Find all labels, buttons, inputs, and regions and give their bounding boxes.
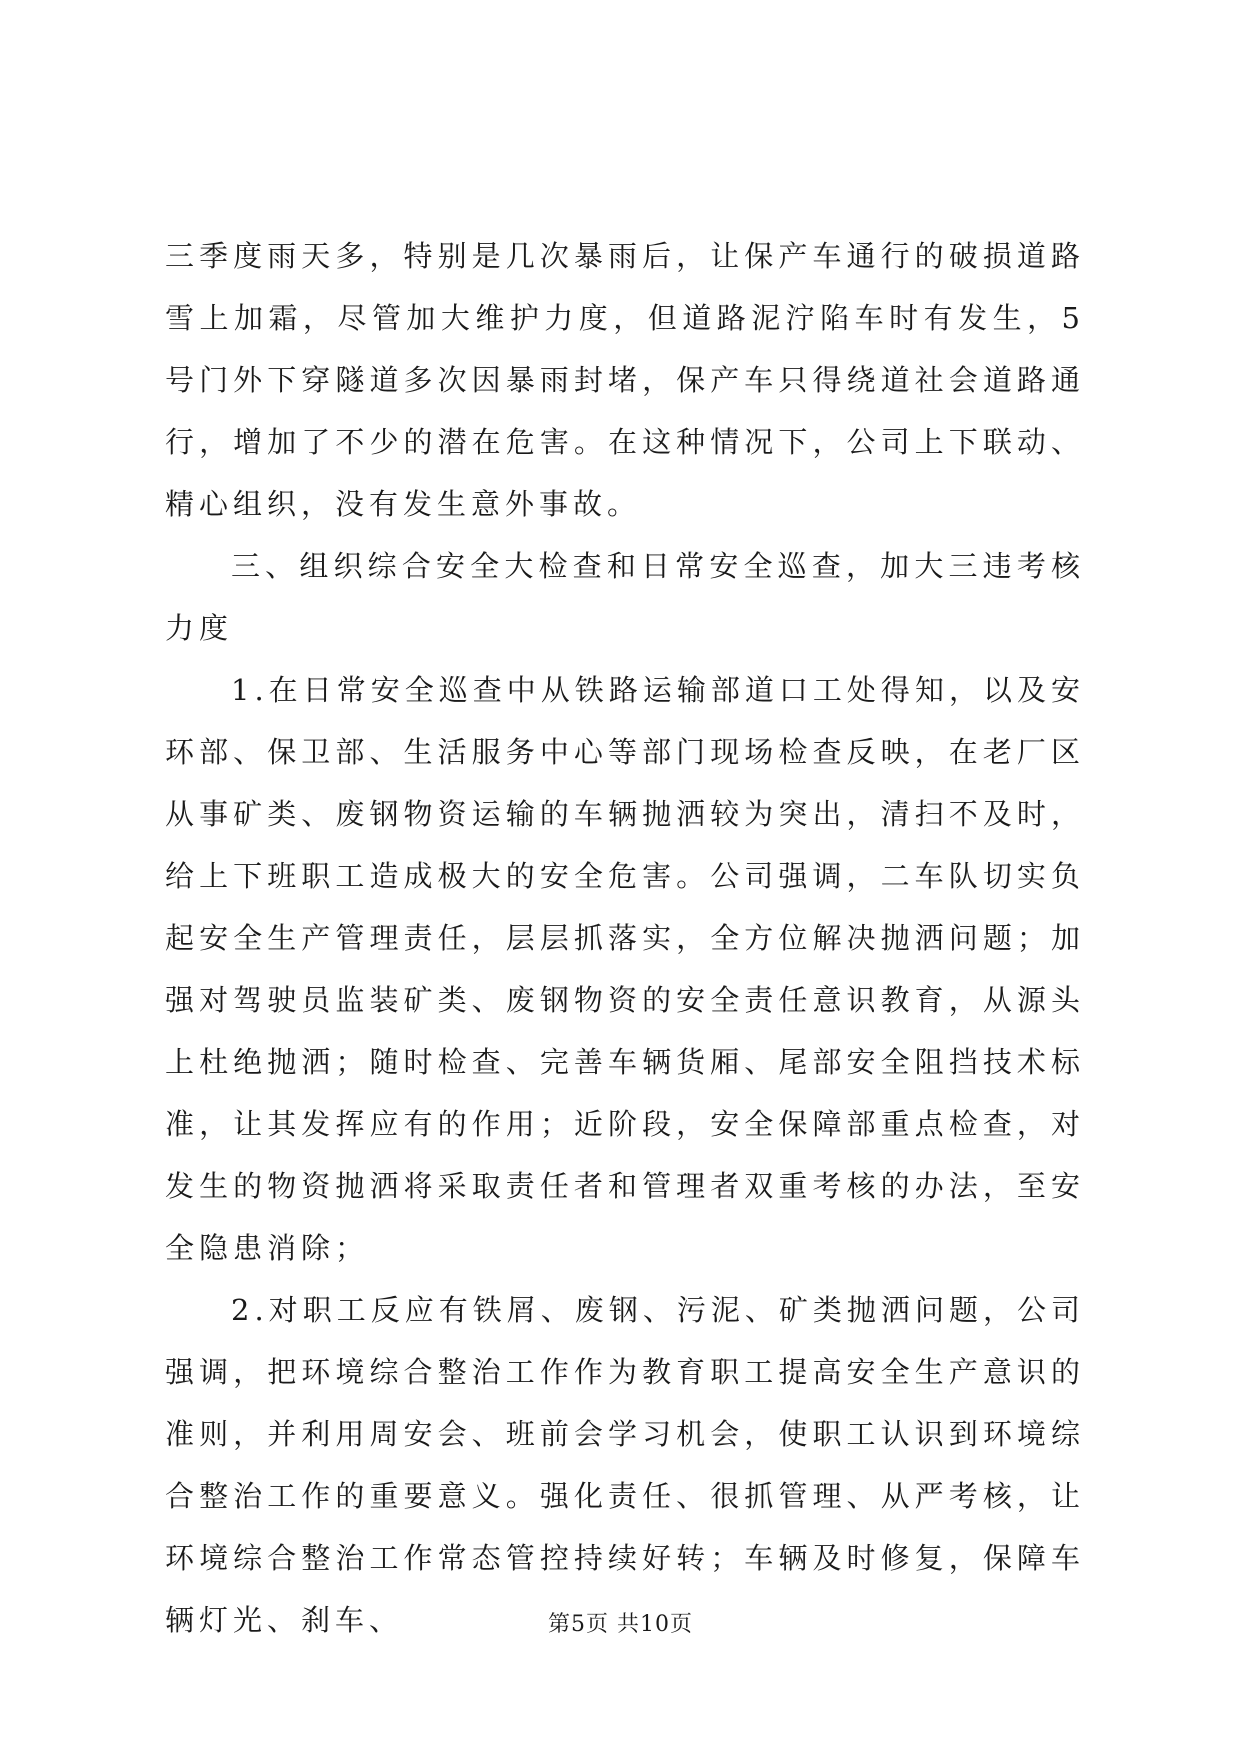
page-number-footer: 第5页 共10页 bbox=[548, 1612, 693, 1637]
paragraph-item-1: 1.在日常安全巡查中从铁路运输部道口工处得知，以及安环部、保卫部、生活服务中心等部门现场检查反映，在老厂区从事矿类、废钢物资运输的车辆抛洒较为突出，清扫不及时，给上下班职工造成极大的安全危害。公司强调，二车队切实负起安全生产管理责任，层层抓落实，全方位解决抛洒问题；加强对驾驶员监装矿类、废钢物资的安全责任意识教育，从源头上杜绝抛洒；随时检查、完善车辆货厢、尾部安全阻挡技术标准，让其发挥应有的作用；近阶段，安全保障部重点检查，对发生的物资抛洒将采取责任者和管理者双重考核的办法，至安全隐患消除； bbox=[165, 673, 1085, 1265]
section-heading: 三、组织综合安全大检查和日常安全巡查，加大三违考核力度 bbox=[165, 549, 1085, 645]
paragraph-continuation: 三季度雨天多，特别是几次暴雨后，让保产车通行的破损道路雪上加霜，尽管加大维护力度，但道路泥泞陷车时有发生，5号门外下穿隧道多次因暴雨封堵，保产车只得绕道社会道路通行，增加了不少的潜在危害。在这种情况下，公司上下联动、精心组织，没有发生意外事故。 bbox=[165, 239, 1085, 521]
paragraph-item-2: 2.对职工反应有铁屑、废钢、污泥、矿类抛洒问题，公司强调，把环境综合整治工作作为教育职工提高安全生产意识的准则，并利用周安会、班前会学习机会，使职工认识到环境综合整治工作的重要意义。强化责任、很抓管理、从严考核，让环境综合整治工作常态管控持续好转；车辆及时修复，保障车辆灯光、刹车、 bbox=[165, 1293, 1085, 1637]
document-body bbox=[165, 225, 1085, 1651]
